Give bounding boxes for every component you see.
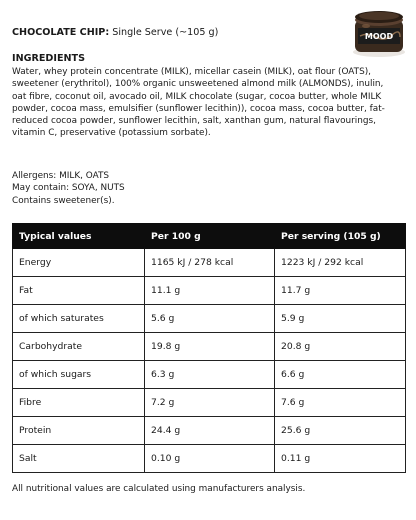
product-jar-image bbox=[350, 6, 408, 58]
row-label: Fat bbox=[13, 277, 145, 305]
footnote: All nutritional values are calculated using manufacturers analysis. bbox=[12, 484, 306, 494]
per-100g-value: 5.6 g bbox=[145, 305, 275, 333]
per-100g-value: 6.3 g bbox=[145, 361, 275, 389]
table-row bbox=[13, 249, 406, 277]
per-serving-value: 11.7 g bbox=[275, 277, 406, 305]
per-100g-value: 0.10 g bbox=[145, 445, 275, 473]
header-per-100g: Per 100 g bbox=[145, 224, 275, 249]
row-label: Fibre bbox=[13, 389, 145, 417]
row-label: of which saturates bbox=[13, 305, 145, 333]
sweetener-line: Contains sweetener(s). bbox=[12, 195, 115, 206]
header-typical-values: Typical values bbox=[13, 224, 145, 249]
table-row bbox=[13, 305, 406, 333]
per-serving-value: 6.6 g bbox=[275, 361, 406, 389]
row-label: Carbohydrate bbox=[13, 333, 145, 361]
jar-icon bbox=[350, 6, 408, 58]
table-row bbox=[13, 389, 406, 417]
allergens-block bbox=[12, 170, 125, 207]
table-header-row bbox=[13, 224, 406, 249]
nutrition-table bbox=[12, 223, 406, 473]
row-label: Protein bbox=[13, 417, 145, 445]
per-serving-value: 7.6 g bbox=[275, 389, 406, 417]
row-label: Energy bbox=[13, 249, 145, 277]
per-serving-value: 1223 kJ / 292 kcal bbox=[275, 249, 406, 277]
table-row bbox=[13, 417, 406, 445]
jar-brand-text: MOOD bbox=[364, 32, 394, 41]
header-per-serving: Per serving (105 g) bbox=[275, 224, 406, 249]
per-100g-value: 19.8 g bbox=[145, 333, 275, 361]
product-name: CHOCOLATE CHIP: bbox=[12, 27, 110, 38]
allergens-line: Allergens: MILK, OATS bbox=[12, 171, 110, 181]
nutrition-page bbox=[12, 0, 406, 520]
per-serving-value: 25.6 g bbox=[275, 417, 406, 445]
table-row bbox=[13, 361, 406, 389]
table-row bbox=[13, 277, 406, 305]
per-100g-value: 1165 kJ / 278 kcal bbox=[145, 249, 275, 277]
may-contain-line: May contain: SOYA, NUTS bbox=[12, 183, 125, 194]
per-100g-value: 11.1 g bbox=[145, 277, 275, 305]
table-row bbox=[13, 445, 406, 473]
product-header bbox=[12, 27, 218, 39]
per-100g-value: 7.2 g bbox=[145, 389, 275, 417]
per-serving-value: 20.8 g bbox=[275, 333, 406, 361]
ingredients-text: Water, whey protein concentrate (MILK), micellar casein (MILK), oat flour (OATS), sweetener (erythritol), 100% organic unsweetened almond milk (ALMONDS), inulin, oat fibre, coconut oil, avocado oil, MILK chocolate (sugar, cocoa butter, whole MILK powder, cocoa mass, emulsifier (sunflower lecithin)), cocoa mass, cocoa butter, fat-reduced cocoa powder, sunflower lecithin, salt, xanthan gum, natural flavourings, vitamin C, preservative (potassium sorbate). bbox=[12, 67, 385, 139]
row-label: of which sugars bbox=[13, 361, 145, 389]
serving-size: Single Serve (~105 g) bbox=[112, 27, 219, 38]
table-row bbox=[13, 333, 406, 361]
per-serving-value: 5.9 g bbox=[275, 305, 406, 333]
row-label: Salt bbox=[13, 445, 145, 473]
ingredients-title: INGREDIENTS bbox=[12, 53, 85, 64]
per-100g-value: 24.4 g bbox=[145, 417, 275, 445]
per-serving-value: 0.11 g bbox=[275, 445, 406, 473]
